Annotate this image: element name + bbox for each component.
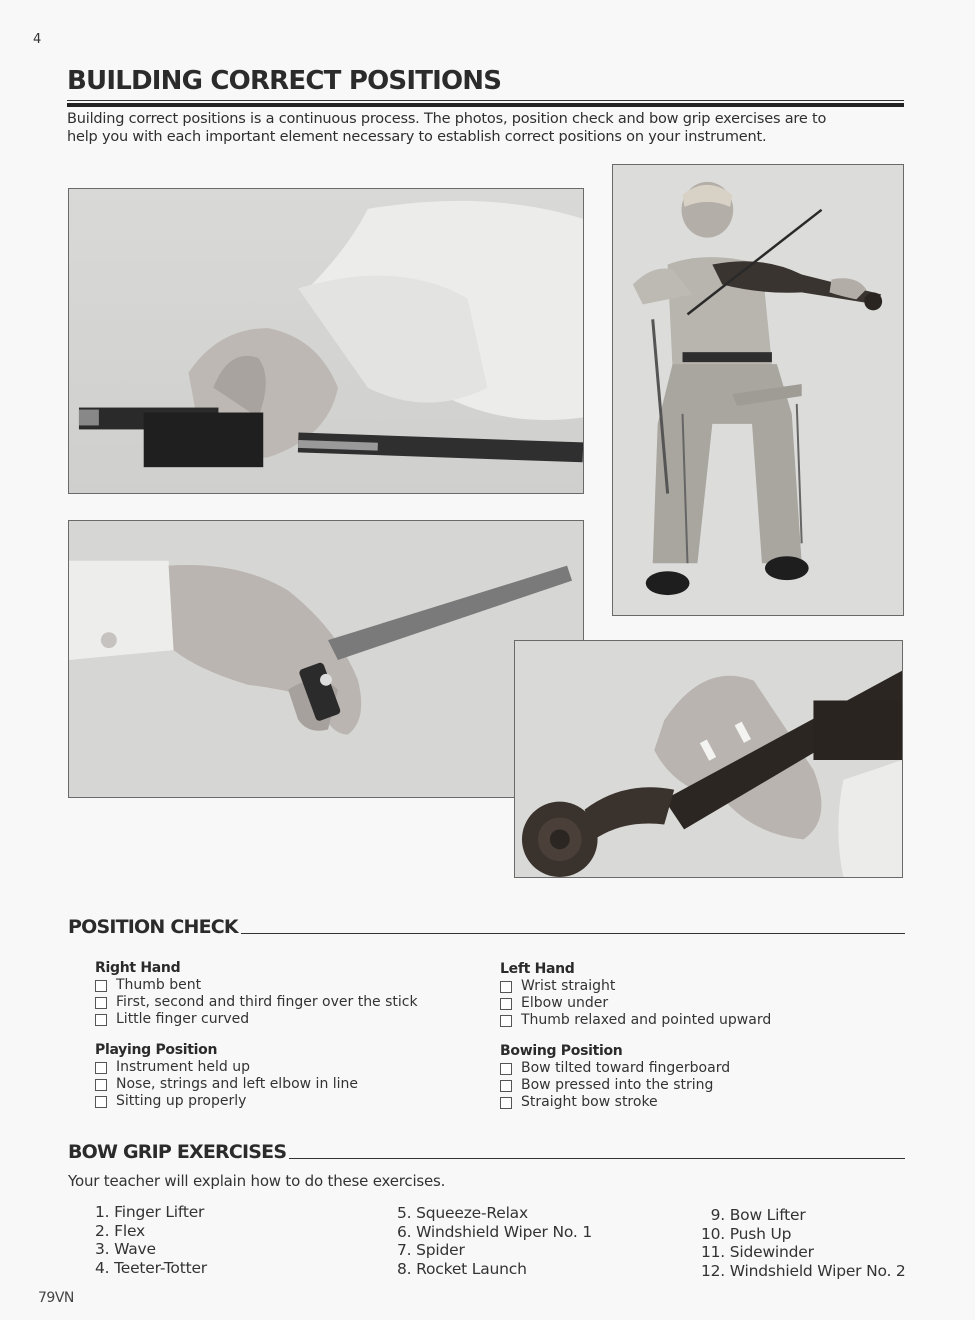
position-check-title: POSITION CHECK [68, 916, 238, 938]
bow-grip-description: Your teacher will explain how to do these exercises. [68, 1172, 446, 1190]
exercise-column-3 [700, 1206, 906, 1280]
exercise-label: Finger Lifter [114, 1203, 205, 1221]
exercise-number: 2. [95, 1221, 110, 1240]
checklist-playing-position [95, 1042, 358, 1110]
exercise-label: Rocket Launch [416, 1259, 527, 1278]
check-item [95, 1093, 358, 1110]
heading-rule [241, 933, 905, 934]
page-title: BUILDING CORRECT POSITIONS [67, 66, 502, 96]
check-label: Instrument held up [116, 1059, 250, 1075]
exercise-item [95, 1240, 207, 1259]
exercise-item [397, 1260, 592, 1279]
check-label: Straight bow stroke [521, 1094, 658, 1110]
check-label: Elbow under [521, 995, 609, 1011]
exercise-number: 4. [95, 1258, 110, 1277]
bow-hold-illustration [69, 189, 583, 493]
title-rule-thin [67, 100, 904, 101]
exercise-item [700, 1243, 906, 1262]
check-item [95, 994, 418, 1011]
checkbox[interactable] [500, 998, 512, 1010]
exercise-item [397, 1241, 592, 1260]
check-item [95, 1076, 358, 1093]
check-item [95, 1011, 418, 1028]
checkbox[interactable] [95, 1014, 107, 1026]
check-label: Sitting up properly [116, 1093, 247, 1109]
exercise-number: 11. [700, 1243, 725, 1261]
position-check-heading [68, 916, 905, 938]
exercise-column-2 [397, 1204, 592, 1278]
exercise-label: Flex [114, 1221, 145, 1240]
exercise-label: Wave [114, 1240, 156, 1258]
exercise-number: 8. [397, 1259, 412, 1278]
check-item [500, 978, 771, 995]
checkbox[interactable] [95, 980, 107, 992]
exercise-number: 3. [95, 1240, 110, 1258]
checkbox[interactable] [500, 1015, 512, 1027]
bow-grip-exercises-heading [68, 1141, 905, 1163]
exercise-item [397, 1223, 592, 1242]
checkbox[interactable] [95, 1079, 107, 1091]
exercise-label: Sidewinder [729, 1243, 814, 1261]
checkbox[interactable] [500, 981, 512, 993]
exercise-column-1 [95, 1203, 207, 1277]
check-label: Thumb bent [116, 977, 202, 993]
checklist-left-hand [500, 961, 771, 1029]
photo-seated-player [612, 164, 904, 616]
exercise-item [397, 1204, 592, 1223]
exercise-number: 1. [95, 1203, 110, 1221]
check-label: Bow pressed into the string [521, 1077, 714, 1093]
group-title: Right Hand [95, 960, 181, 976]
check-label: Little finger curved [116, 1011, 250, 1027]
group-title: Playing Position [95, 1042, 218, 1058]
photo-bow-grip [68, 520, 584, 798]
left-hand-scroll-illustration [515, 641, 902, 877]
bow-grip-exercises-title: BOW GRIP EXERCISES [68, 1141, 287, 1163]
page-number: 4 [33, 32, 42, 47]
check-item [500, 1012, 771, 1029]
photo-left-hand-scroll [514, 640, 903, 878]
exercise-label: Windshield Wiper No. 2 [729, 1261, 906, 1280]
checkbox[interactable] [500, 1063, 512, 1075]
exercise-label: Push Up [729, 1224, 792, 1243]
exercise-item [700, 1225, 906, 1244]
checklist-bowing-position [500, 1043, 730, 1111]
exercise-item [95, 1222, 207, 1241]
exercise-label: Squeeze-Relax [416, 1204, 528, 1222]
group-title: Bowing Position [500, 1043, 623, 1059]
check-item [500, 1077, 730, 1094]
exercise-number: 10. [700, 1224, 725, 1243]
intro-paragraph: Building correct positions is a continuous process. The photos, position check and bow grip exercises are to help you with each important element necessary to establish correct positions on your instrument. [67, 111, 827, 145]
exercise-item [95, 1259, 207, 1278]
exercise-item [95, 1203, 207, 1222]
exercise-label: Bow Lifter [729, 1206, 806, 1224]
exercise-item [700, 1206, 906, 1225]
checkbox[interactable] [500, 1097, 512, 1109]
check-item [500, 1094, 730, 1111]
check-label: Nose, strings and left elbow in line [116, 1076, 359, 1092]
checklist-right-hand [95, 960, 418, 1028]
photo-bow-hold [68, 188, 584, 494]
exercise-label: Windshield Wiper No. 1 [416, 1222, 592, 1241]
check-label: Bow tilted toward fingerboard [521, 1060, 731, 1076]
exercise-number: 9. [710, 1206, 725, 1224]
check-item [500, 1060, 730, 1077]
exercise-label: Spider [416, 1241, 465, 1259]
check-item [95, 1059, 358, 1076]
exercise-item [700, 1262, 906, 1281]
check-item [500, 995, 771, 1012]
exercise-number: 5. [397, 1204, 412, 1222]
bow-grip-illustration [69, 521, 583, 797]
checkbox[interactable] [500, 1080, 512, 1092]
checkbox[interactable] [95, 997, 107, 1009]
exercise-number: 12. [700, 1261, 725, 1280]
heading-rule [289, 1158, 905, 1159]
check-label: Wrist straight [521, 978, 616, 994]
check-label: First, second and third finger over the stick [116, 994, 418, 1010]
checkbox[interactable] [95, 1096, 107, 1108]
exercise-number: 6. [397, 1222, 412, 1241]
title-rule-thick [67, 103, 904, 107]
check-item [95, 977, 418, 994]
checkbox[interactable] [95, 1062, 107, 1074]
exercise-label: Teeter-Totter [114, 1258, 207, 1277]
check-label: Thumb relaxed and pointed upward [521, 1012, 772, 1028]
seated-player-illustration [613, 165, 903, 615]
exercise-number: 7. [397, 1241, 412, 1259]
footer-catalog-code: 79VN [38, 1290, 74, 1306]
group-title: Left Hand [500, 961, 575, 977]
